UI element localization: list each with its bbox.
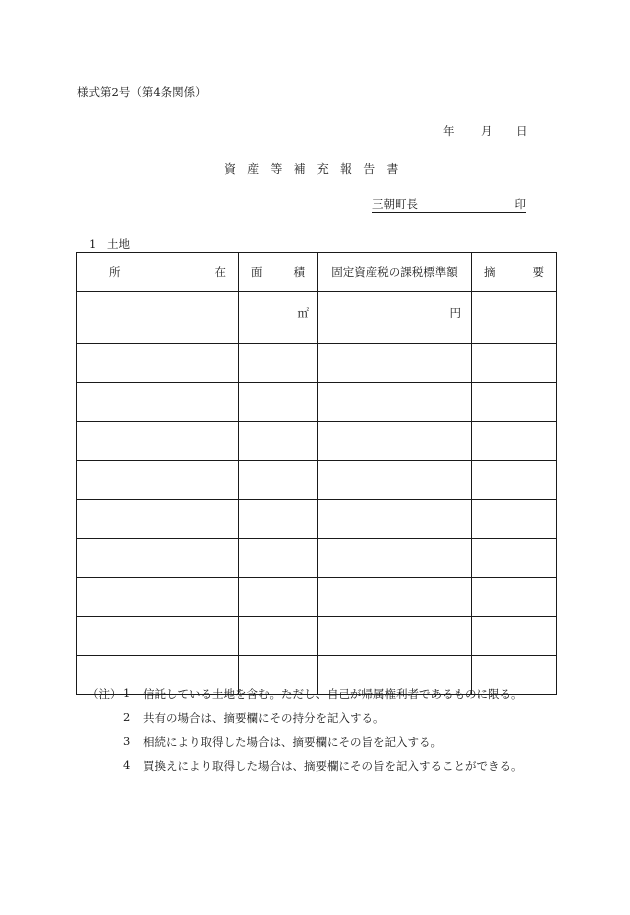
area-cell[interactable] bbox=[239, 578, 318, 617]
area-cell[interactable] bbox=[239, 422, 318, 461]
note-text: 買換えにより取得した場合は、摘要欄にその旨を記入することができる。 bbox=[143, 759, 523, 773]
land-table bbox=[76, 252, 557, 695]
remarks-cell[interactable] bbox=[472, 422, 557, 461]
table-row bbox=[77, 617, 557, 656]
tax-value-cell[interactable] bbox=[318, 292, 472, 344]
header-remarks bbox=[472, 253, 557, 292]
tax-value-cell[interactable] bbox=[318, 500, 472, 539]
header-location bbox=[77, 253, 239, 292]
note-number: 1 bbox=[123, 686, 131, 700]
location-cell[interactable] bbox=[77, 344, 239, 383]
section-heading bbox=[89, 236, 130, 252]
area-cell[interactable] bbox=[239, 617, 318, 656]
date-year-label: 年 bbox=[443, 124, 455, 138]
area-cell[interactable] bbox=[239, 383, 318, 422]
note-text: 共有の場合は、摘要欄にその持分を記入する。 bbox=[143, 711, 385, 725]
header-tax-value: 固定資産税の課税標準額 bbox=[318, 253, 472, 292]
header-remarks-char-2: 要 bbox=[532, 265, 544, 279]
note-text: 相続により取得した場合は、摘要欄にその旨を記入する。 bbox=[143, 735, 442, 749]
header-remarks-char-1: 摘 bbox=[484, 265, 496, 279]
location-cell[interactable] bbox=[77, 617, 239, 656]
section-title: 土地 bbox=[107, 237, 130, 251]
form-number: 様式第2号（第4条関係） bbox=[77, 85, 207, 99]
date-month-label: 月 bbox=[481, 124, 493, 138]
document-title: 資産等補充報告書 bbox=[224, 162, 410, 176]
header-area-char-1: 面 bbox=[251, 265, 263, 279]
tax-value-cell[interactable] bbox=[318, 539, 472, 578]
tax-value-cell[interactable] bbox=[318, 422, 472, 461]
note-marker: （注） bbox=[87, 687, 122, 701]
location-cell[interactable] bbox=[77, 578, 239, 617]
remarks-cell[interactable] bbox=[472, 292, 557, 344]
header-location-char-1: 所 bbox=[109, 265, 121, 279]
date-day-label: 日 bbox=[516, 124, 528, 138]
header-location-char-2: 在 bbox=[214, 265, 226, 279]
note-number: 4 bbox=[123, 758, 131, 772]
note-number: 2 bbox=[123, 710, 131, 724]
location-cell[interactable] bbox=[77, 500, 239, 539]
table-row bbox=[77, 383, 557, 422]
tax-value-cell[interactable] bbox=[318, 344, 472, 383]
mayor-label: 三朝町長 bbox=[372, 197, 418, 211]
table-row bbox=[77, 461, 557, 500]
note-text: 信託している土地を含む。ただし、自己が帰属権利者であるものに限る。 bbox=[143, 687, 523, 701]
area-unit: ㎡ bbox=[297, 306, 309, 320]
table-row bbox=[77, 344, 557, 383]
remarks-cell[interactable] bbox=[472, 617, 557, 656]
location-cell[interactable] bbox=[77, 539, 239, 578]
tax-value-cell[interactable] bbox=[318, 461, 472, 500]
area-cell[interactable] bbox=[239, 344, 318, 383]
remarks-cell[interactable] bbox=[472, 461, 557, 500]
remarks-cell[interactable] bbox=[472, 383, 557, 422]
header-area bbox=[239, 253, 318, 292]
header-area-char-2: 積 bbox=[293, 265, 305, 279]
area-cell[interactable] bbox=[239, 292, 318, 344]
location-cell[interactable] bbox=[77, 461, 239, 500]
location-cell[interactable] bbox=[77, 292, 239, 344]
table-row bbox=[77, 292, 557, 344]
table-row bbox=[77, 422, 557, 461]
note-number: 3 bbox=[123, 734, 131, 748]
yen-unit: 円 bbox=[449, 306, 461, 320]
location-cell[interactable] bbox=[77, 383, 239, 422]
seal-mark: 印 bbox=[514, 197, 526, 211]
remarks-cell[interactable] bbox=[472, 578, 557, 617]
table-row bbox=[77, 500, 557, 539]
table-row bbox=[77, 578, 557, 617]
tax-value-cell[interactable] bbox=[318, 617, 472, 656]
remarks-cell[interactable] bbox=[472, 344, 557, 383]
tax-value-cell[interactable] bbox=[318, 383, 472, 422]
addressee-line bbox=[372, 196, 526, 213]
area-cell[interactable] bbox=[239, 539, 318, 578]
area-cell[interactable] bbox=[239, 500, 318, 539]
remarks-cell[interactable] bbox=[472, 539, 557, 578]
location-cell[interactable] bbox=[77, 422, 239, 461]
table-row bbox=[77, 539, 557, 578]
tax-value-cell[interactable] bbox=[318, 578, 472, 617]
section-number: 1 bbox=[89, 237, 97, 251]
table-header-row bbox=[77, 253, 557, 292]
area-cell[interactable] bbox=[239, 461, 318, 500]
table-body bbox=[77, 292, 557, 695]
remarks-cell[interactable] bbox=[472, 500, 557, 539]
